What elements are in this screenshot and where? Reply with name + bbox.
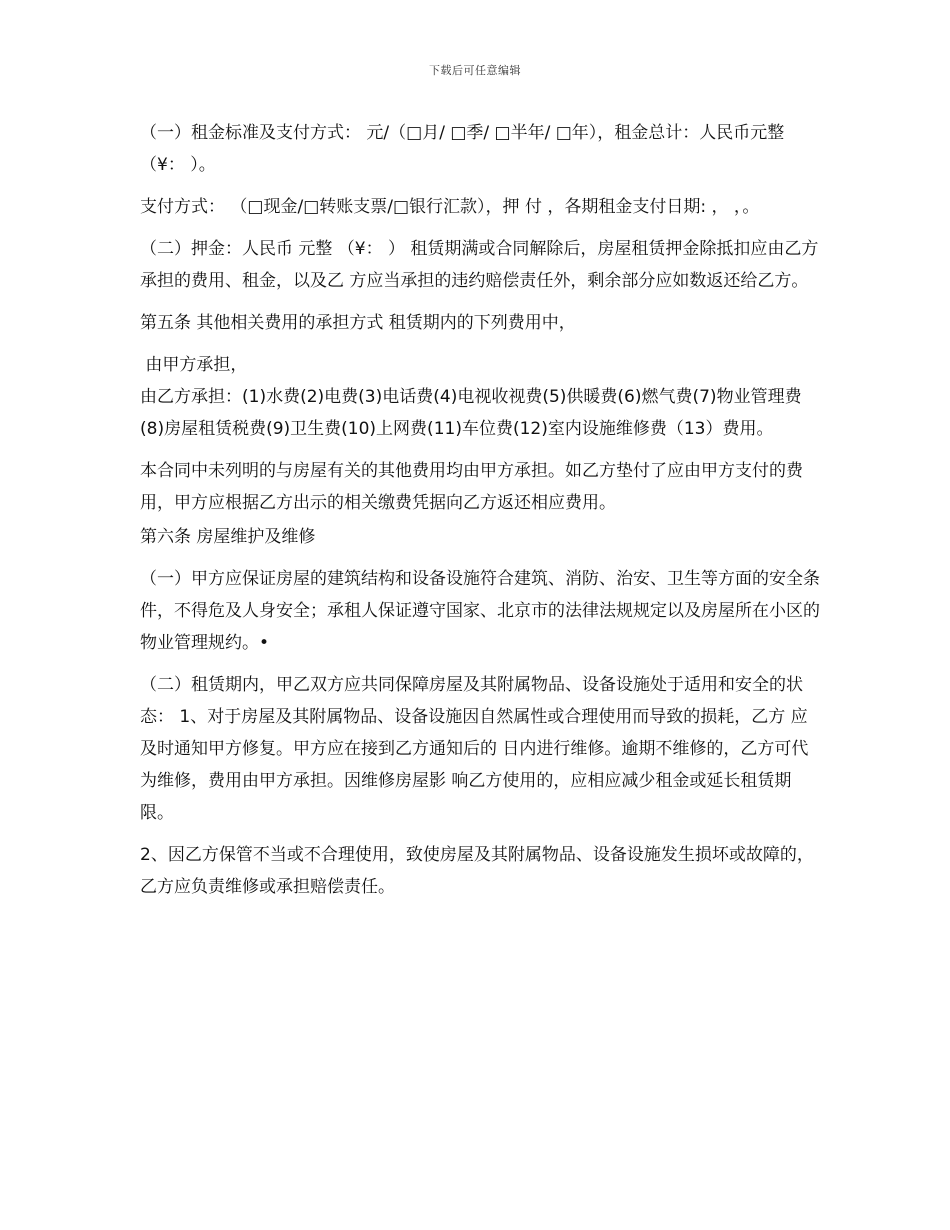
damage-liability-paragraph: 2、因乙方保管不当或不合理使用，致使房屋及其附属物品、设备设施发生损坏或故障的，乙方应负责维修或承担赔偿责任。: [140, 845, 814, 897]
safety-conditions-paragraph: （一）甲方应保证房屋的建筑结构和设备设施符合建筑、消防、治安、卫生等方面的安全条件，不得危及人身安全；承租人保证遵守国家、北京市的法律法规规定以及房屋所在小区的物业管理规约。•: [140, 569, 820, 653]
article-five-heading: 第五条 其他相关费用的承担方式 租赁期内的下列费用中，: [140, 313, 576, 333]
deposit-paragraph: （二）押金：人民币 元整 （¥： ） 租赁期满或合同解除后，房屋租赁押金除抵扣应由乙方承担的费用、租金，以及乙 方应当承担的违约赔偿责任外，剩余部分应如数返还给乙方。: [140, 239, 819, 291]
rent-standard-paragraph: （一）租金标准及支付方式： 元/（□月/ □季/ □半年/ □年），租金总计：人民币元整（¥： ）。: [140, 123, 785, 175]
document-body: [140, 117, 820, 903]
party-b-expenses: 由乙方承担：(1)水费(2)电费(3)电话费(4)电视收视费(5)供暖费(6)燃气费(7)物业管理费(8)房屋租赁税费(9)卫生费(10)上网费(11)车位费(12)室内设施维修费（13）费用。: [140, 387, 802, 439]
header-note: 下载后可任意编辑: [429, 64, 521, 77]
payment-method-paragraph: 支付方式： （□现金/□转账支票/□银行汇款），押 付 ，各期租金支付日期: ， ，。: [140, 197, 760, 217]
maintenance-paragraph: （二）租赁期内，甲乙双方应共同保障房屋及其附属物品、设备设施处于适用和安全的状态： 1、对于房屋及其附属物品、设备设施因自然属性或合理使用而导致的损耗，乙方 应及时通知甲方修复。甲方应在接到乙方通知后的 日内进行维修。逾期不维修的，乙方可代为维修，费用由甲方承担。因维修房屋影 响乙方使用的，应相应减少租金或延长租赁期限。: [140, 675, 809, 823]
article-six-heading: 第六条 房屋维护及维修: [140, 527, 316, 547]
other-expenses-paragraph: 本合同中未列明的与房屋有关的其他费用均由甲方承担。如乙方垫付了应由甲方支付的费用，甲方应根据乙方出示的相关缴费凭据向乙方返还相应费用。: [140, 461, 803, 513]
party-a-expenses: 由甲方承担，: [140, 355, 248, 375]
